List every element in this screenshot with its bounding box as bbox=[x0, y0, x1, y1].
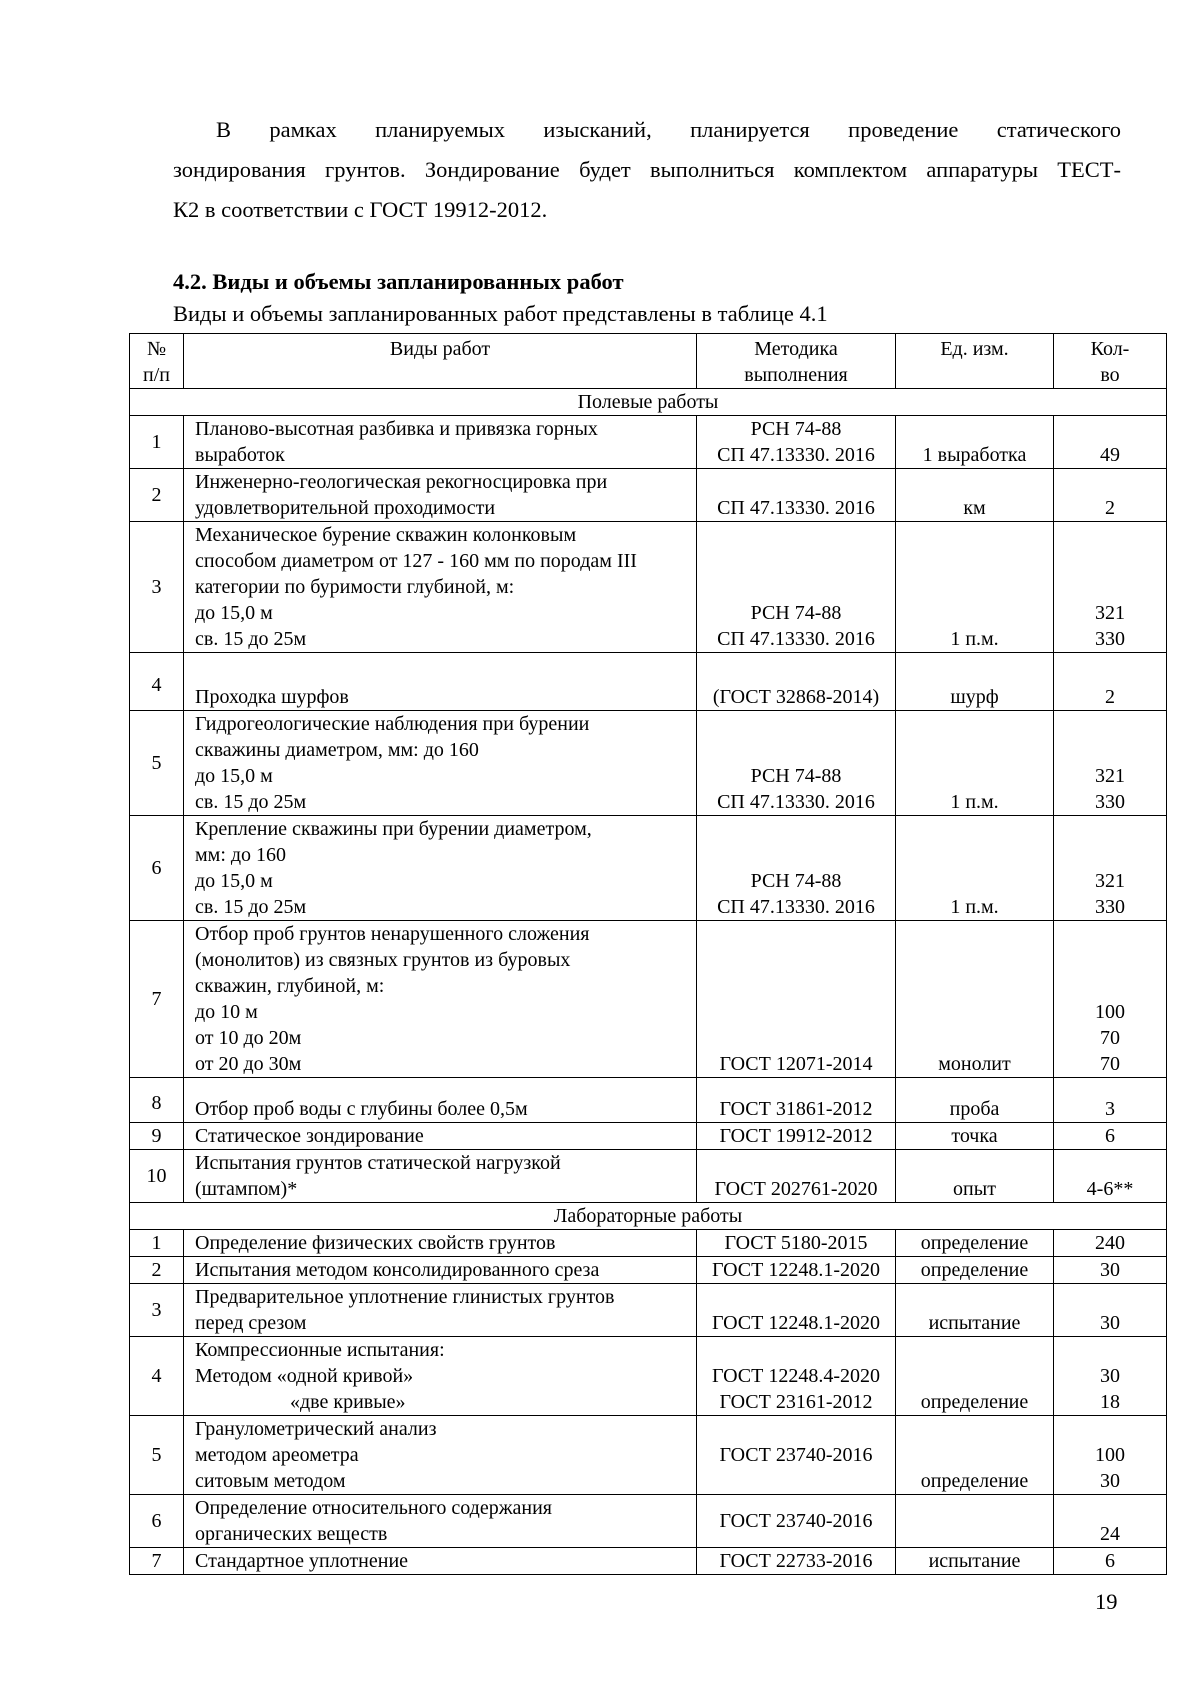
work-unit: монолит bbox=[896, 921, 1054, 1078]
section-row-lab bbox=[130, 1203, 1167, 1230]
work-quantity: 100 70 70 bbox=[1054, 921, 1167, 1078]
work-quantity: 24 bbox=[1054, 1495, 1167, 1548]
table-row bbox=[130, 1230, 1167, 1257]
work-name: Стандартное уплотнение bbox=[184, 1548, 697, 1575]
work-quantity: 321 330 bbox=[1054, 522, 1167, 653]
work-unit: испытание bbox=[896, 1548, 1054, 1575]
work-method: СП 47.13330. 2016 bbox=[697, 469, 896, 522]
work-method: ГОСТ 23740-2016 bbox=[697, 1416, 896, 1495]
work-unit: определение bbox=[896, 1337, 1054, 1416]
table-row bbox=[130, 1284, 1167, 1337]
table-row bbox=[130, 1548, 1167, 1575]
work-quantity: 321 330 bbox=[1054, 816, 1167, 921]
work-method: РСН 74-88 СП 47.13330. 2016 bbox=[697, 816, 896, 921]
work-unit: 1 п.м. bbox=[896, 711, 1054, 816]
intro-line-2: зондирования грунтов. Зондирование будет выполниться комплектом аппаратуры ТЕСТ- bbox=[173, 157, 1121, 182]
work-method: РСН 74-88 СП 47.13330. 2016 bbox=[697, 416, 896, 469]
work-name: Отбор проб грунтов ненарушенного сложения (монолитов) из связных грунтов из буровых скважин, глубиной, м: до 10 м от 10 до 20м от 20 до 30м bbox=[184, 921, 697, 1078]
table-row bbox=[130, 522, 1167, 653]
work-name: Предварительное уплотнение глинистых грунтов перед срезом bbox=[184, 1284, 697, 1337]
row-number: 8 bbox=[130, 1078, 184, 1123]
row-number: 10 bbox=[130, 1150, 184, 1203]
work-method: ГОСТ 5180-2015 bbox=[697, 1230, 896, 1257]
work-name: Механическое бурение скважин колонковым способом диаметром от 127 - 160 мм по породам III категории по буримости глубиной, м: до 15,0 м св. 15 до 25м bbox=[184, 522, 697, 653]
work-quantity: 4-6** bbox=[1054, 1150, 1167, 1203]
table-row bbox=[130, 711, 1167, 816]
table-row bbox=[130, 1123, 1167, 1150]
table-body bbox=[130, 389, 1167, 1575]
row-number: 1 bbox=[130, 416, 184, 469]
work-unit: опыт bbox=[896, 1150, 1054, 1203]
work-quantity: 100 30 bbox=[1054, 1416, 1167, 1495]
row-number: 2 bbox=[130, 1257, 184, 1284]
table-row bbox=[130, 816, 1167, 921]
work-method: ГОСТ 23740-2016 bbox=[697, 1495, 896, 1548]
work-name: Гранулометрический анализ методом ареометра ситовым методом bbox=[184, 1416, 697, 1495]
row-number: 5 bbox=[130, 1416, 184, 1495]
work-name: Проходка шурфов bbox=[184, 653, 697, 711]
work-name: Гидрогеологические наблюдения при бурении скважины диаметром, мм: до 160 до 15,0 м св. 15 до 25м bbox=[184, 711, 697, 816]
work-method: ГОСТ 12248.4-2020 ГОСТ 23161-2012 bbox=[697, 1337, 896, 1416]
work-name: Инженерно-геологическая рекогносцировка при удовлетворительной проходимости bbox=[184, 469, 697, 522]
header-method: Методика выполнения bbox=[697, 334, 896, 389]
work-unit: определение bbox=[896, 1416, 1054, 1495]
work-unit: точка bbox=[896, 1123, 1054, 1150]
table-row bbox=[130, 1257, 1167, 1284]
row-number: 7 bbox=[130, 921, 184, 1078]
table-row bbox=[130, 416, 1167, 469]
work-name: Испытания грунтов статической нагрузкой (штампом)* bbox=[184, 1150, 697, 1203]
work-quantity: 30 18 bbox=[1054, 1337, 1167, 1416]
header-name: Виды работ bbox=[184, 334, 697, 389]
header-num: № п/п bbox=[130, 334, 184, 389]
intro-paragraph bbox=[173, 110, 1121, 230]
work-unit: км bbox=[896, 469, 1054, 522]
row-number: 7 bbox=[130, 1548, 184, 1575]
work-quantity: 30 bbox=[1054, 1284, 1167, 1337]
work-quantity: 240 bbox=[1054, 1230, 1167, 1257]
work-method: ГОСТ 12071-2014 bbox=[697, 921, 896, 1078]
work-name: Определение физических свойств грунтов bbox=[184, 1230, 697, 1257]
work-name: Крепление скважины при бурении диаметром, мм: до 160 до 15,0 м св. 15 до 25м bbox=[184, 816, 697, 921]
row-number: 6 bbox=[130, 1495, 184, 1548]
row-number: 5 bbox=[130, 711, 184, 816]
work-method: РСН 74-88 СП 47.13330. 2016 bbox=[697, 711, 896, 816]
row-number: 2 bbox=[130, 469, 184, 522]
work-unit: 1 п.м. bbox=[896, 522, 1054, 653]
section-row-field bbox=[130, 389, 1167, 416]
row-number: 6 bbox=[130, 816, 184, 921]
work-unit: определение bbox=[896, 1257, 1054, 1284]
work-name: Определение относительного содержания органических веществ bbox=[184, 1495, 697, 1548]
work-unit: шурф bbox=[896, 653, 1054, 711]
table-header-row bbox=[130, 334, 1167, 389]
work-name: Испытания методом консолидированного среза bbox=[184, 1257, 697, 1284]
row-number: 3 bbox=[130, 1284, 184, 1337]
work-unit: определение bbox=[896, 1230, 1054, 1257]
work-quantity: 321 330 bbox=[1054, 711, 1167, 816]
row-number: 3 bbox=[130, 522, 184, 653]
header-unit: Ед. изм. bbox=[896, 334, 1054, 389]
table-row bbox=[130, 653, 1167, 711]
table-row bbox=[130, 1150, 1167, 1203]
work-unit: проба bbox=[896, 1078, 1054, 1123]
work-unit: 1 выработка bbox=[896, 416, 1054, 469]
row-number: 4 bbox=[130, 1337, 184, 1416]
work-quantity: 2 bbox=[1054, 653, 1167, 711]
work-quantity: 3 bbox=[1054, 1078, 1167, 1123]
work-method: ГОСТ 12248.1-2020 bbox=[697, 1284, 896, 1337]
work-method: ГОСТ 202761-2020 bbox=[697, 1150, 896, 1203]
row-number: 1 bbox=[130, 1230, 184, 1257]
work-unit: испытание bbox=[896, 1284, 1054, 1337]
table-caption: Виды и объемы запланированных работ представлены в таблице 4.1 bbox=[173, 301, 828, 326]
row-number: 9 bbox=[130, 1123, 184, 1150]
section-row-field-label: Полевые работы bbox=[130, 389, 1167, 416]
row-number: 4 bbox=[130, 653, 184, 711]
table-row bbox=[130, 1416, 1167, 1495]
table-row bbox=[130, 469, 1167, 522]
work-quantity: 6 bbox=[1054, 1548, 1167, 1575]
work-name: Статическое зондирование bbox=[184, 1123, 697, 1150]
intro-line-3: К2 в соответствии с ГОСТ 19912-2012. bbox=[173, 197, 548, 222]
work-method: РСН 74-88 СП 47.13330. 2016 bbox=[697, 522, 896, 653]
work-method: ГОСТ 22733-2016 bbox=[697, 1548, 896, 1575]
work-method: ГОСТ 19912-2012 bbox=[697, 1123, 896, 1150]
work-unit: 1 п.м. bbox=[896, 816, 1054, 921]
table-row bbox=[130, 921, 1167, 1078]
work-quantity: 6 bbox=[1054, 1123, 1167, 1150]
header-qty: Кол- во bbox=[1054, 334, 1167, 389]
page-number: 19 bbox=[1095, 1589, 1118, 1614]
table-row bbox=[130, 1495, 1167, 1548]
work-method: ГОСТ 31861-2012 bbox=[697, 1078, 896, 1123]
work-unit bbox=[896, 1495, 1054, 1548]
intro-line-1: В рамках планируемых изысканий, планируется проведение статического bbox=[216, 117, 1121, 142]
work-method: ГОСТ 12248.1-2020 bbox=[697, 1257, 896, 1284]
section-title: 4.2. Виды и объемы запланированных работ bbox=[173, 269, 624, 294]
work-quantity: 2 bbox=[1054, 469, 1167, 522]
section-row-lab-label: Лабораторные работы bbox=[130, 1203, 1167, 1230]
work-name: Компрессионные испытания: Методом «одной кривой» «две кривые» bbox=[184, 1337, 697, 1416]
work-name: Отбор проб воды с глубины более 0,5м bbox=[184, 1078, 697, 1123]
work-method: (ГОСТ 32868-2014) bbox=[697, 653, 896, 711]
table-row bbox=[130, 1078, 1167, 1123]
work-quantity: 49 bbox=[1054, 416, 1167, 469]
work-quantity: 30 bbox=[1054, 1257, 1167, 1284]
table-row bbox=[130, 1337, 1167, 1416]
work-name: Планово-высотная разбивка и привязка горных выработок bbox=[184, 416, 697, 469]
works-table bbox=[129, 333, 1167, 1575]
